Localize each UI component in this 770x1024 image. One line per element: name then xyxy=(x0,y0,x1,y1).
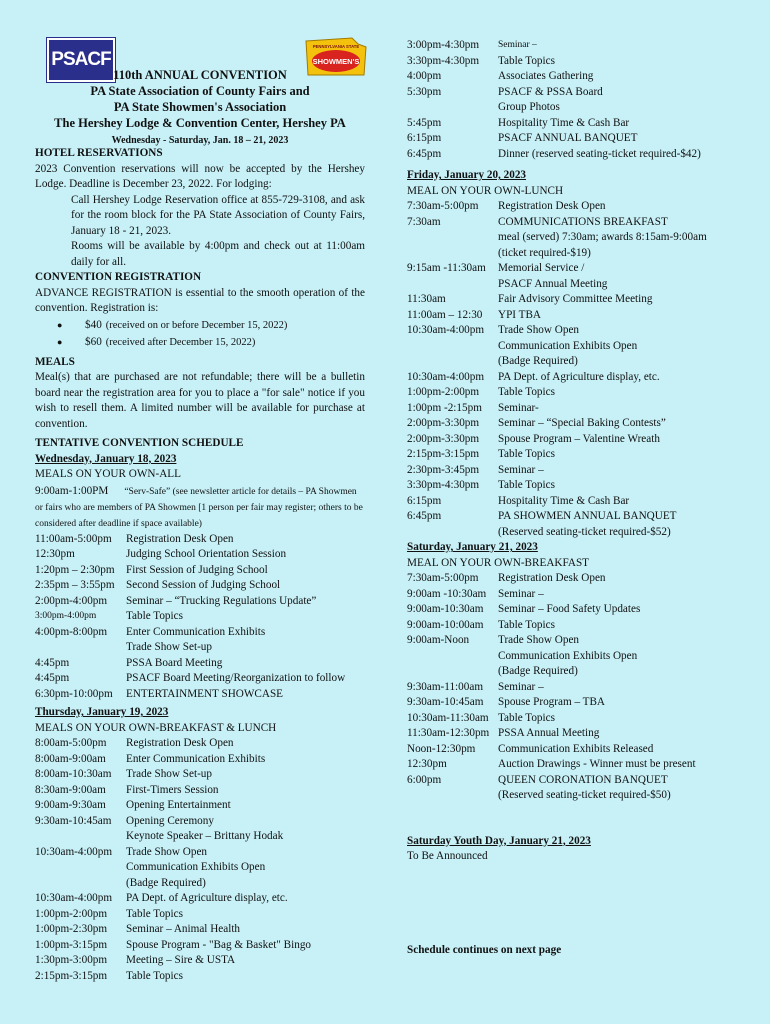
schedule-row xyxy=(35,671,365,687)
schedule-time: 1:30pm-3:00pm xyxy=(35,954,108,966)
schedule-description: Meeting – Sire & USTA xyxy=(126,954,236,966)
schedule-description: (Badge Required) xyxy=(498,665,578,677)
schedule-time xyxy=(407,246,498,262)
schedule-description: PSSA Annual Meeting xyxy=(498,727,600,739)
header-line-3: PA State Showmen's Association xyxy=(113,100,287,114)
schedule-row xyxy=(407,711,737,727)
convention-header xyxy=(35,66,365,150)
thursday-schedule xyxy=(35,736,365,984)
schedule-description: (Reserved seating-ticket required-$50) xyxy=(498,789,671,801)
schedule-description: Group Photos xyxy=(498,101,560,113)
schedule-row xyxy=(35,969,365,985)
schedule-time: 3:00pm-4:00pm xyxy=(35,611,97,621)
schedule-row xyxy=(407,261,737,277)
schedule-description: Trade Show Set-up xyxy=(126,641,212,653)
schedule-time: 9:00am-10:30am xyxy=(407,603,484,615)
schedule-description: (Badge Required) xyxy=(498,355,578,367)
meals-paragraph: Meal(s) that are purchased are not refundable; there will be a bulletin board near the registration area for you to place a "for sale" notice if you wish to resell them. A limited number will be available for purchase at convention. xyxy=(35,371,365,430)
schedule-row xyxy=(407,147,737,163)
schedule-time: 10:30am-4:00pm xyxy=(407,324,485,336)
schedule-description: First-Timers Session xyxy=(126,783,219,796)
schedule-row xyxy=(407,131,737,147)
schedule-time xyxy=(407,277,498,293)
schedule-time: 4:00pm-8:00pm xyxy=(35,625,108,638)
schedule-row xyxy=(407,54,737,70)
youth-day-text: To Be Announced xyxy=(407,850,488,862)
hotel-heading: HOTEL RESERVATIONS xyxy=(35,147,163,159)
thursday-title: Thursday, January 19, 2023 xyxy=(35,706,169,718)
schedule-row xyxy=(35,938,365,954)
schedule-time: 6:00pm xyxy=(407,773,442,786)
schedule-time xyxy=(407,525,498,541)
schedule-row xyxy=(35,594,365,610)
schedule-description: Table Topics xyxy=(498,479,555,491)
schedule-row xyxy=(407,416,737,432)
schedule-description: Table Topics xyxy=(498,448,555,460)
header-line-1: 110th ANNUAL CONVENTION xyxy=(113,68,287,82)
schedule-row xyxy=(407,757,737,773)
schedule-time: 9:30am-10:45am xyxy=(407,696,484,708)
schedule-row xyxy=(407,69,737,85)
schedule-row xyxy=(407,773,737,789)
servsafe-entry: 9:00am-1:00PM “Serv-Safe” (see newsletter article for details – PA Showmen or fairs who are members of PA Showmen [1 person per fair may register; others to be considered after deadline if space available) xyxy=(35,484,363,529)
schedule-row xyxy=(407,664,737,680)
wednesday-title: Wednesday, January 18, 2023 xyxy=(35,452,177,465)
schedule-row xyxy=(407,401,737,417)
schedule-row xyxy=(407,116,737,132)
schedule-time: 9:00am -10:30am xyxy=(407,587,487,600)
schedule-row xyxy=(407,308,737,324)
youth-day-title: Saturday Youth Day, January 21, 2023 xyxy=(407,834,591,847)
schedule-description: YPI TBA xyxy=(498,308,541,321)
schedule-description: Hospitality Time & Cash Bar xyxy=(498,494,630,507)
schedule-description: PA SHOWMEN ANNUAL BANQUET xyxy=(498,510,677,522)
schedule-row xyxy=(407,726,737,742)
schedule-description: Opening Ceremony xyxy=(126,814,214,827)
schedule-time: 6:30pm-10:00pm xyxy=(35,687,113,700)
schedule-time: 10:30am-4:00pm xyxy=(407,370,485,383)
schedule-time: 1:00pm -2:15pm xyxy=(407,401,482,414)
schedule-row xyxy=(407,246,737,262)
fee-item: ● $60 (received after December 15, 2022) xyxy=(57,335,256,348)
schedule-time: 10:30am-11:30am xyxy=(407,711,489,724)
registration-heading: CONVENTION REGISTRATION xyxy=(35,271,202,283)
schedule-time: 11:00am-5:00pm xyxy=(35,532,112,545)
schedule-row xyxy=(407,463,737,479)
schedule-row xyxy=(35,563,365,579)
schedule-time: 2:00pm-3:30pm xyxy=(407,432,480,445)
schedule-row xyxy=(35,687,365,703)
schedule-row xyxy=(35,547,365,563)
schedule-time: 2:00pm-4:00pm xyxy=(35,594,108,607)
schedule-description: PSACF & PSSA Board xyxy=(498,85,603,98)
schedule-row xyxy=(35,609,365,625)
schedule-row xyxy=(35,656,365,672)
schedule-time: 2:30pm-3:45pm xyxy=(407,463,480,476)
schedule-time xyxy=(407,664,498,680)
schedule-description: Registration Desk Open xyxy=(126,737,234,749)
schedule-description: Spouse Program - "Bag & Basket" Bingo xyxy=(126,938,312,951)
schedule-time xyxy=(407,354,498,370)
schedule-row xyxy=(407,447,737,463)
header-line-2: PA State Association of County Fairs and xyxy=(90,84,310,98)
schedule-description: Second Session of Judging School xyxy=(126,579,281,591)
schedule-row xyxy=(407,199,737,215)
schedule-row xyxy=(407,695,737,711)
schedule-description: Registration Desk Open xyxy=(126,532,234,545)
schedule-description: Spouse Program – Valentine Wreath xyxy=(498,432,660,445)
schedule-row xyxy=(35,736,365,752)
thursday-meals: MEALS ON YOUR OWN-BREAKFAST & LUNCH xyxy=(35,721,277,734)
schedule-time: 4:45pm xyxy=(35,656,70,669)
schedule-description: Seminar – Food Safety Updates xyxy=(498,603,641,615)
schedule-time: 8:00am-9:00am xyxy=(35,752,106,765)
schedule-time: 9:00am-9:30am xyxy=(35,799,106,811)
schedule-description: Trade Show Set-up xyxy=(126,768,212,780)
schedule-time: 2:15pm-3:15pm xyxy=(407,448,480,460)
schedule-description: Table Topics xyxy=(498,711,555,724)
schedule-description: Spouse Program – TBA xyxy=(498,696,606,708)
schedule-row xyxy=(407,649,737,665)
psacf-logo: PSACF xyxy=(47,38,115,82)
schedule-row xyxy=(407,292,737,308)
schedule-time: 8:30am-9:00am xyxy=(35,783,106,796)
schedule-description: PA Dept. of Agriculture display, etc. xyxy=(498,370,660,383)
schedule-time: 12:30pm xyxy=(407,758,447,770)
schedule-row xyxy=(407,571,737,587)
saturday-schedule xyxy=(407,571,737,804)
schedule-description: Seminar – xyxy=(498,40,537,50)
schedule-time xyxy=(407,649,498,665)
schedule-row xyxy=(407,602,737,618)
schedule-time: 2:00pm-3:30pm xyxy=(407,417,480,429)
schedule-description: ENTERTAINMENT SHOWCASE xyxy=(126,687,284,700)
schedule-description: meal (served) 7:30am; awards 8:15am-9:00am xyxy=(498,231,707,243)
friday-schedule xyxy=(407,199,737,540)
schedule-time xyxy=(407,788,498,804)
schedule-description: Dinner (reserved seating-ticket required-$42) xyxy=(498,147,701,160)
schedule-description: Table Topics xyxy=(126,907,183,920)
schedule-row xyxy=(407,100,737,116)
schedule-row xyxy=(407,85,737,101)
schedule-row xyxy=(35,907,365,923)
schedule-time: 1:00pm-2:00pm xyxy=(35,907,108,920)
schedule-description: Enter Communication Exhibits xyxy=(126,625,266,638)
schedule-description: (Reserved seating-ticket required-$52) xyxy=(498,525,671,538)
schedule-time xyxy=(407,100,498,116)
saturday-title: Saturday, January 21, 2023 xyxy=(407,541,538,553)
svg-text:PENNSYLVANIA STATE: PENNSYLVANIA STATE xyxy=(312,44,360,49)
saturday-meals: MEAL ON YOUR OWN-BREAKFAST xyxy=(407,556,589,569)
schedule-time xyxy=(35,860,126,876)
schedule-description: PA Dept. of Agriculture display, etc. xyxy=(126,892,288,904)
schedule-description: Trade Show Open xyxy=(498,634,580,646)
fee-item: ● $40 (received on or before December 15, 2022) xyxy=(57,318,288,331)
schedule-time: 6:15pm xyxy=(407,132,442,144)
schedule-row xyxy=(407,525,737,541)
schedule-row xyxy=(407,339,737,355)
schedule-description: Table Topics xyxy=(498,618,555,631)
registration-paragraph: ADVANCE REGISTRATION is essential to the smooth operation of the convention. Registration is: xyxy=(35,286,365,314)
schedule-description: PSACF Board Meeting/Reorganization to follow xyxy=(126,672,346,684)
schedule-time: 3:30pm-4:30pm xyxy=(407,479,480,491)
schedule-description: Enter Communication Exhibits xyxy=(126,752,266,765)
hotel-paragraph-1: 2023 Convention reservations will now be accepted by the Hershey Lodge. Deadline is December 23, 2022. For lodging: xyxy=(35,162,365,190)
schedule-row xyxy=(35,891,365,907)
schedule-description: Communication Exhibits Open xyxy=(498,649,638,662)
schedule-description: Seminar – xyxy=(498,680,544,693)
schedule-row xyxy=(35,532,365,548)
schedule-time: 7:30am-5:00pm xyxy=(407,200,479,212)
schedule-row xyxy=(35,752,365,768)
wednesday-meals: MEALS ON YOUR OWN-ALL xyxy=(35,468,181,480)
schedule-description: Seminar – xyxy=(498,587,544,600)
schedule-row xyxy=(407,587,737,603)
schedule-description: PSSA Board Meeting xyxy=(126,656,223,669)
schedule-description: COMMUNICATIONS BREAKFAST xyxy=(498,215,668,228)
schedule-row xyxy=(407,633,737,649)
schedule-description: First Session of Judging School xyxy=(126,563,268,576)
schedule-description: Seminar – “Trucking Regulations Update” xyxy=(126,594,317,607)
schedule-time: 1:00pm-3:15pm xyxy=(35,938,108,951)
schedule-time xyxy=(407,230,498,246)
schedule-row xyxy=(407,478,737,494)
schedule-row xyxy=(35,625,365,641)
schedule-description: Seminar – “Special Baking Contests” xyxy=(498,417,666,429)
schedule-row xyxy=(35,578,365,594)
schedule-row xyxy=(35,845,365,861)
right-column xyxy=(407,38,737,958)
schedule-row xyxy=(35,922,365,938)
schedule-description: (ticket required-$19) xyxy=(498,246,591,259)
schedule-description: Registration Desk Open xyxy=(498,572,606,584)
schedule-row xyxy=(407,742,737,758)
schedule-description: Fair Advisory Committee Meeting xyxy=(498,293,653,305)
schedule-time: 4:00pm xyxy=(407,70,442,82)
schedule-time: 6:45pm xyxy=(407,510,442,522)
schedule-heading: TENTATIVE CONVENTION SCHEDULE xyxy=(35,437,244,449)
schedule-description: Auction Drawings - Winner must be present xyxy=(498,758,696,770)
schedule-description: Keynote Speaker – Brittany Hodak xyxy=(126,830,284,842)
schedule-description: Communication Exhibits Released xyxy=(498,742,654,755)
schedule-time: 10:30am-4:00pm xyxy=(35,845,113,858)
schedule-description: Table Topics xyxy=(498,386,555,398)
schedule-time: 9:30am-10:45am xyxy=(35,814,112,827)
schedule-time: 12:30pm xyxy=(35,548,75,560)
schedule-description: Memorial Service / xyxy=(498,262,585,274)
schedule-row xyxy=(35,860,365,876)
schedule-description: Trade Show Open xyxy=(126,845,208,858)
schedule-time: 5:45pm xyxy=(407,116,442,129)
schedule-time xyxy=(35,829,126,845)
schedule-row xyxy=(35,767,365,783)
schedule-row xyxy=(407,370,737,386)
schedule-time: 1:00pm-2:30pm xyxy=(35,923,108,935)
schedule-description: Table Topics xyxy=(126,610,183,622)
schedule-time: 8:00am-5:00pm xyxy=(35,737,107,749)
schedule-row xyxy=(407,494,737,510)
schedule-row xyxy=(35,798,365,814)
schedule-time: 2:35pm – 3:55pm xyxy=(35,579,115,591)
header-line-4: The Hershey Lodge & Convention Center, Hershey PA xyxy=(54,116,346,130)
schedule-row xyxy=(407,230,737,246)
schedule-description: QUEEN CORONATION BANQUET xyxy=(498,773,668,786)
schedule-row xyxy=(407,385,737,401)
schedule-description: Seminar- xyxy=(498,401,539,414)
schedule-description: Table Topics xyxy=(498,54,555,67)
schedule-time: 8:00am-10:30am xyxy=(35,768,112,780)
schedule-time: Noon-12:30pm xyxy=(407,742,476,755)
schedule-time: 9:30am-11:00am xyxy=(407,680,484,693)
schedule-time: 10:30am-4:00pm xyxy=(35,892,113,904)
schedule-time: 2:15pm-3:15pm xyxy=(35,969,108,982)
schedule-description: Trade Show Open xyxy=(498,324,580,336)
schedule-description: Seminar – xyxy=(498,463,544,476)
schedule-description: Registration Desk Open xyxy=(498,200,606,212)
thursday-schedule-continued xyxy=(407,38,737,162)
schedule-row xyxy=(407,680,737,696)
wednesday-schedule xyxy=(35,532,365,703)
header-dates: Wednesday - Saturday, Jan. 18 – 21, 2023 xyxy=(111,135,289,146)
schedule-description: Table Topics xyxy=(126,969,183,982)
schedule-description: Opening Entertainment xyxy=(126,799,231,811)
schedule-time: 7:30am-5:00pm xyxy=(407,572,479,584)
schedule-row xyxy=(407,354,737,370)
schedule-time: 6:15pm xyxy=(407,494,442,507)
friday-meals: MEAL ON YOUR OWN-LUNCH xyxy=(407,184,564,197)
schedule-time xyxy=(35,876,126,892)
schedule-row xyxy=(407,215,737,231)
schedule-row xyxy=(407,509,737,525)
schedule-time xyxy=(35,640,126,656)
schedule-time: 3:00pm-4:30pm xyxy=(407,39,480,51)
schedule-description: PSACF ANNUAL BANQUET xyxy=(498,132,638,144)
schedule-time: 11:00am – 12:30 xyxy=(407,308,483,321)
schedule-row xyxy=(35,953,365,969)
schedule-row xyxy=(35,783,365,799)
schedule-description: Seminar – Animal Health xyxy=(126,923,241,935)
schedule-row xyxy=(35,814,365,830)
schedule-description: Communication Exhibits Open xyxy=(126,861,266,873)
schedule-row xyxy=(35,829,365,845)
left-column xyxy=(35,146,365,984)
friday-title: Friday, January 20, 2023 xyxy=(407,169,527,181)
schedule-row xyxy=(407,277,737,293)
schedule-description: PSACF Annual Meeting xyxy=(498,277,608,290)
schedule-row xyxy=(407,788,737,804)
schedule-time: 3:30pm-4:30pm xyxy=(407,54,480,67)
schedule-description: Communication Exhibits Open xyxy=(498,339,638,352)
schedule-row xyxy=(407,432,737,448)
schedule-row xyxy=(35,876,365,892)
schedule-description: Hospitality Time & Cash Bar xyxy=(498,116,630,129)
schedule-time: 5:30pm xyxy=(407,85,442,98)
schedule-description: (Badge Required) xyxy=(126,876,206,889)
svg-text:SHOWMEN'S: SHOWMEN'S xyxy=(312,57,360,66)
hotel-paragraph-2: Call Hershey Lodge Reservation office at 855-729-3108, and ask for the room block for the PA State Association of County Fairs, January 18 - 21, 2023. xyxy=(71,193,365,237)
continues-note: Schedule continues on next page xyxy=(407,943,562,956)
schedule-time: 7:30am xyxy=(407,215,441,228)
schedule-time xyxy=(407,339,498,355)
schedule-description: Judging School Orientation Session xyxy=(126,548,287,560)
schedule-time: 1:00pm-2:00pm xyxy=(407,386,480,398)
schedule-time: 6:45pm xyxy=(407,147,442,160)
schedule-time: 11:30am xyxy=(407,293,446,305)
schedule-description: Associates Gathering xyxy=(498,70,594,82)
schedule-time: 9:00am-10:00am xyxy=(407,618,484,631)
hotel-paragraph-3: Rooms will be available by 4:00pm and check out at 11:00am daily for all. xyxy=(71,240,365,268)
schedule-time: 9:00am-Noon xyxy=(407,634,470,646)
schedule-row xyxy=(35,640,365,656)
schedule-row xyxy=(407,38,737,54)
schedule-row xyxy=(407,323,737,339)
schedule-time: 9:15am -11:30am xyxy=(407,262,486,274)
schedule-row xyxy=(407,618,737,634)
schedule-time: 11:30am-12:30pm xyxy=(407,727,490,739)
schedule-time: 1:20pm – 2:30pm xyxy=(35,563,115,576)
schedule-time: 4:45pm xyxy=(35,672,70,684)
meals-heading: MEALS xyxy=(35,355,75,368)
